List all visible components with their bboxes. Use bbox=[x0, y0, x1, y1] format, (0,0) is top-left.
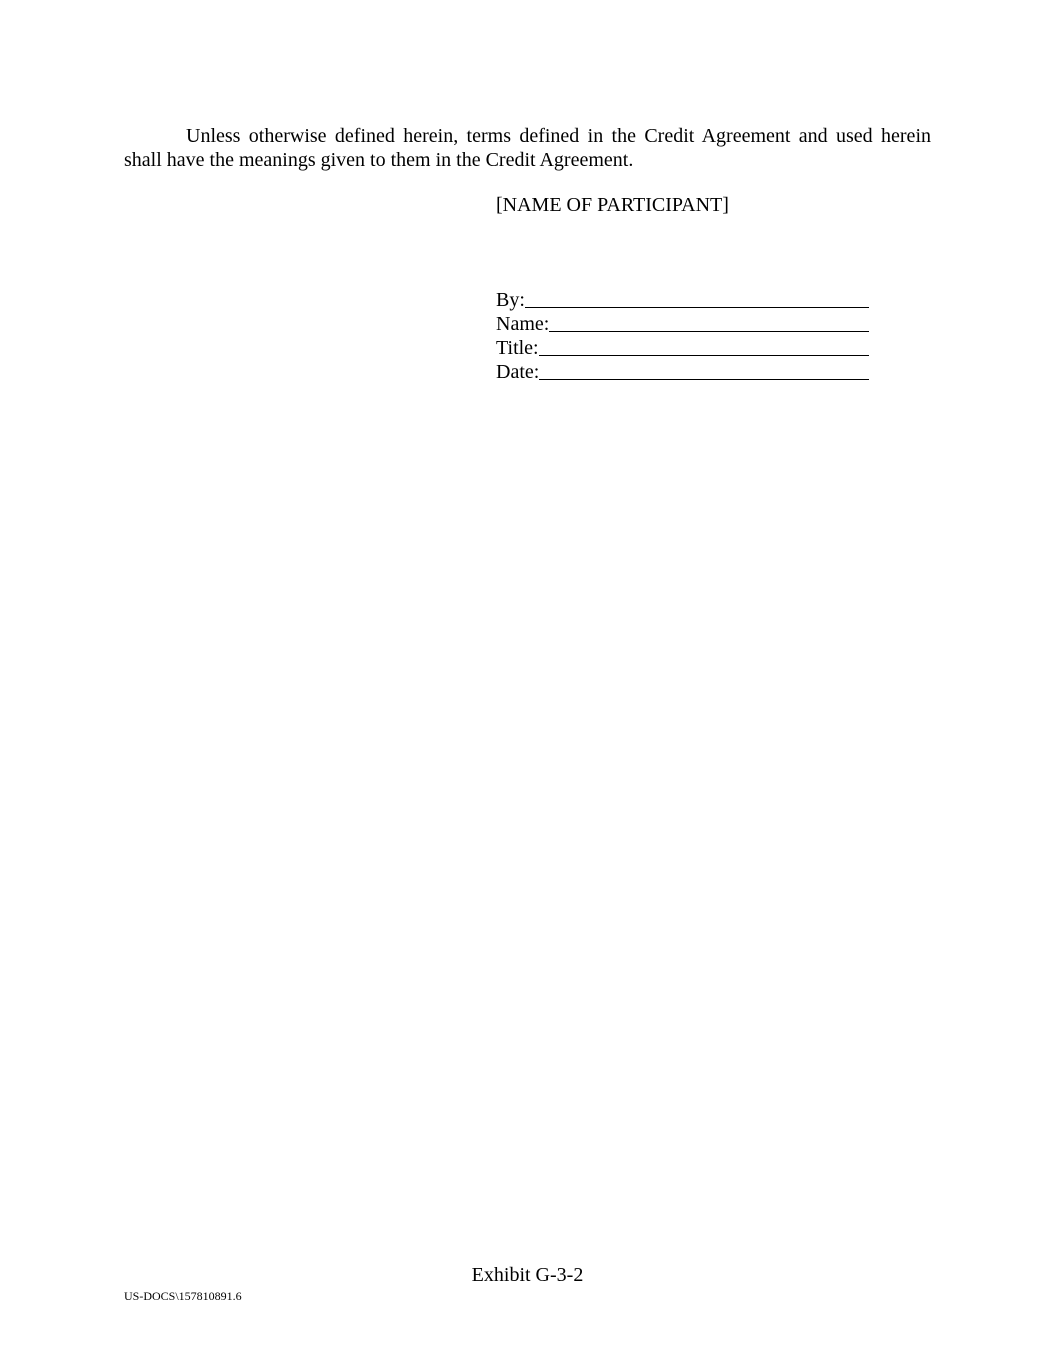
body-paragraph: Unless otherwise defined herein, terms defined in the Credit Agreement and used herein shall have the meanings given to them in the Credit Agreement. bbox=[124, 125, 931, 171]
by-label: By: bbox=[496, 289, 525, 311]
by-blank-line bbox=[525, 288, 869, 308]
signature-name-line bbox=[496, 312, 869, 336]
date-blank-line bbox=[539, 360, 869, 380]
exhibit-label: Exhibit G-3-2 bbox=[471, 1264, 584, 1286]
document-id: US-DOCS\157810891.6 bbox=[124, 1289, 242, 1303]
name-blank-line bbox=[549, 312, 869, 332]
signature-title-line bbox=[496, 336, 869, 360]
participant-name-placeholder: [NAME OF PARTICIPANT] bbox=[496, 194, 729, 216]
signature-date-line bbox=[496, 360, 869, 384]
signature-block bbox=[496, 288, 869, 384]
date-label: Date: bbox=[496, 361, 540, 383]
title-blank-line bbox=[539, 336, 869, 356]
signature-by-line bbox=[496, 288, 869, 312]
title-label: Title: bbox=[496, 337, 539, 359]
name-label: Name: bbox=[496, 313, 550, 335]
